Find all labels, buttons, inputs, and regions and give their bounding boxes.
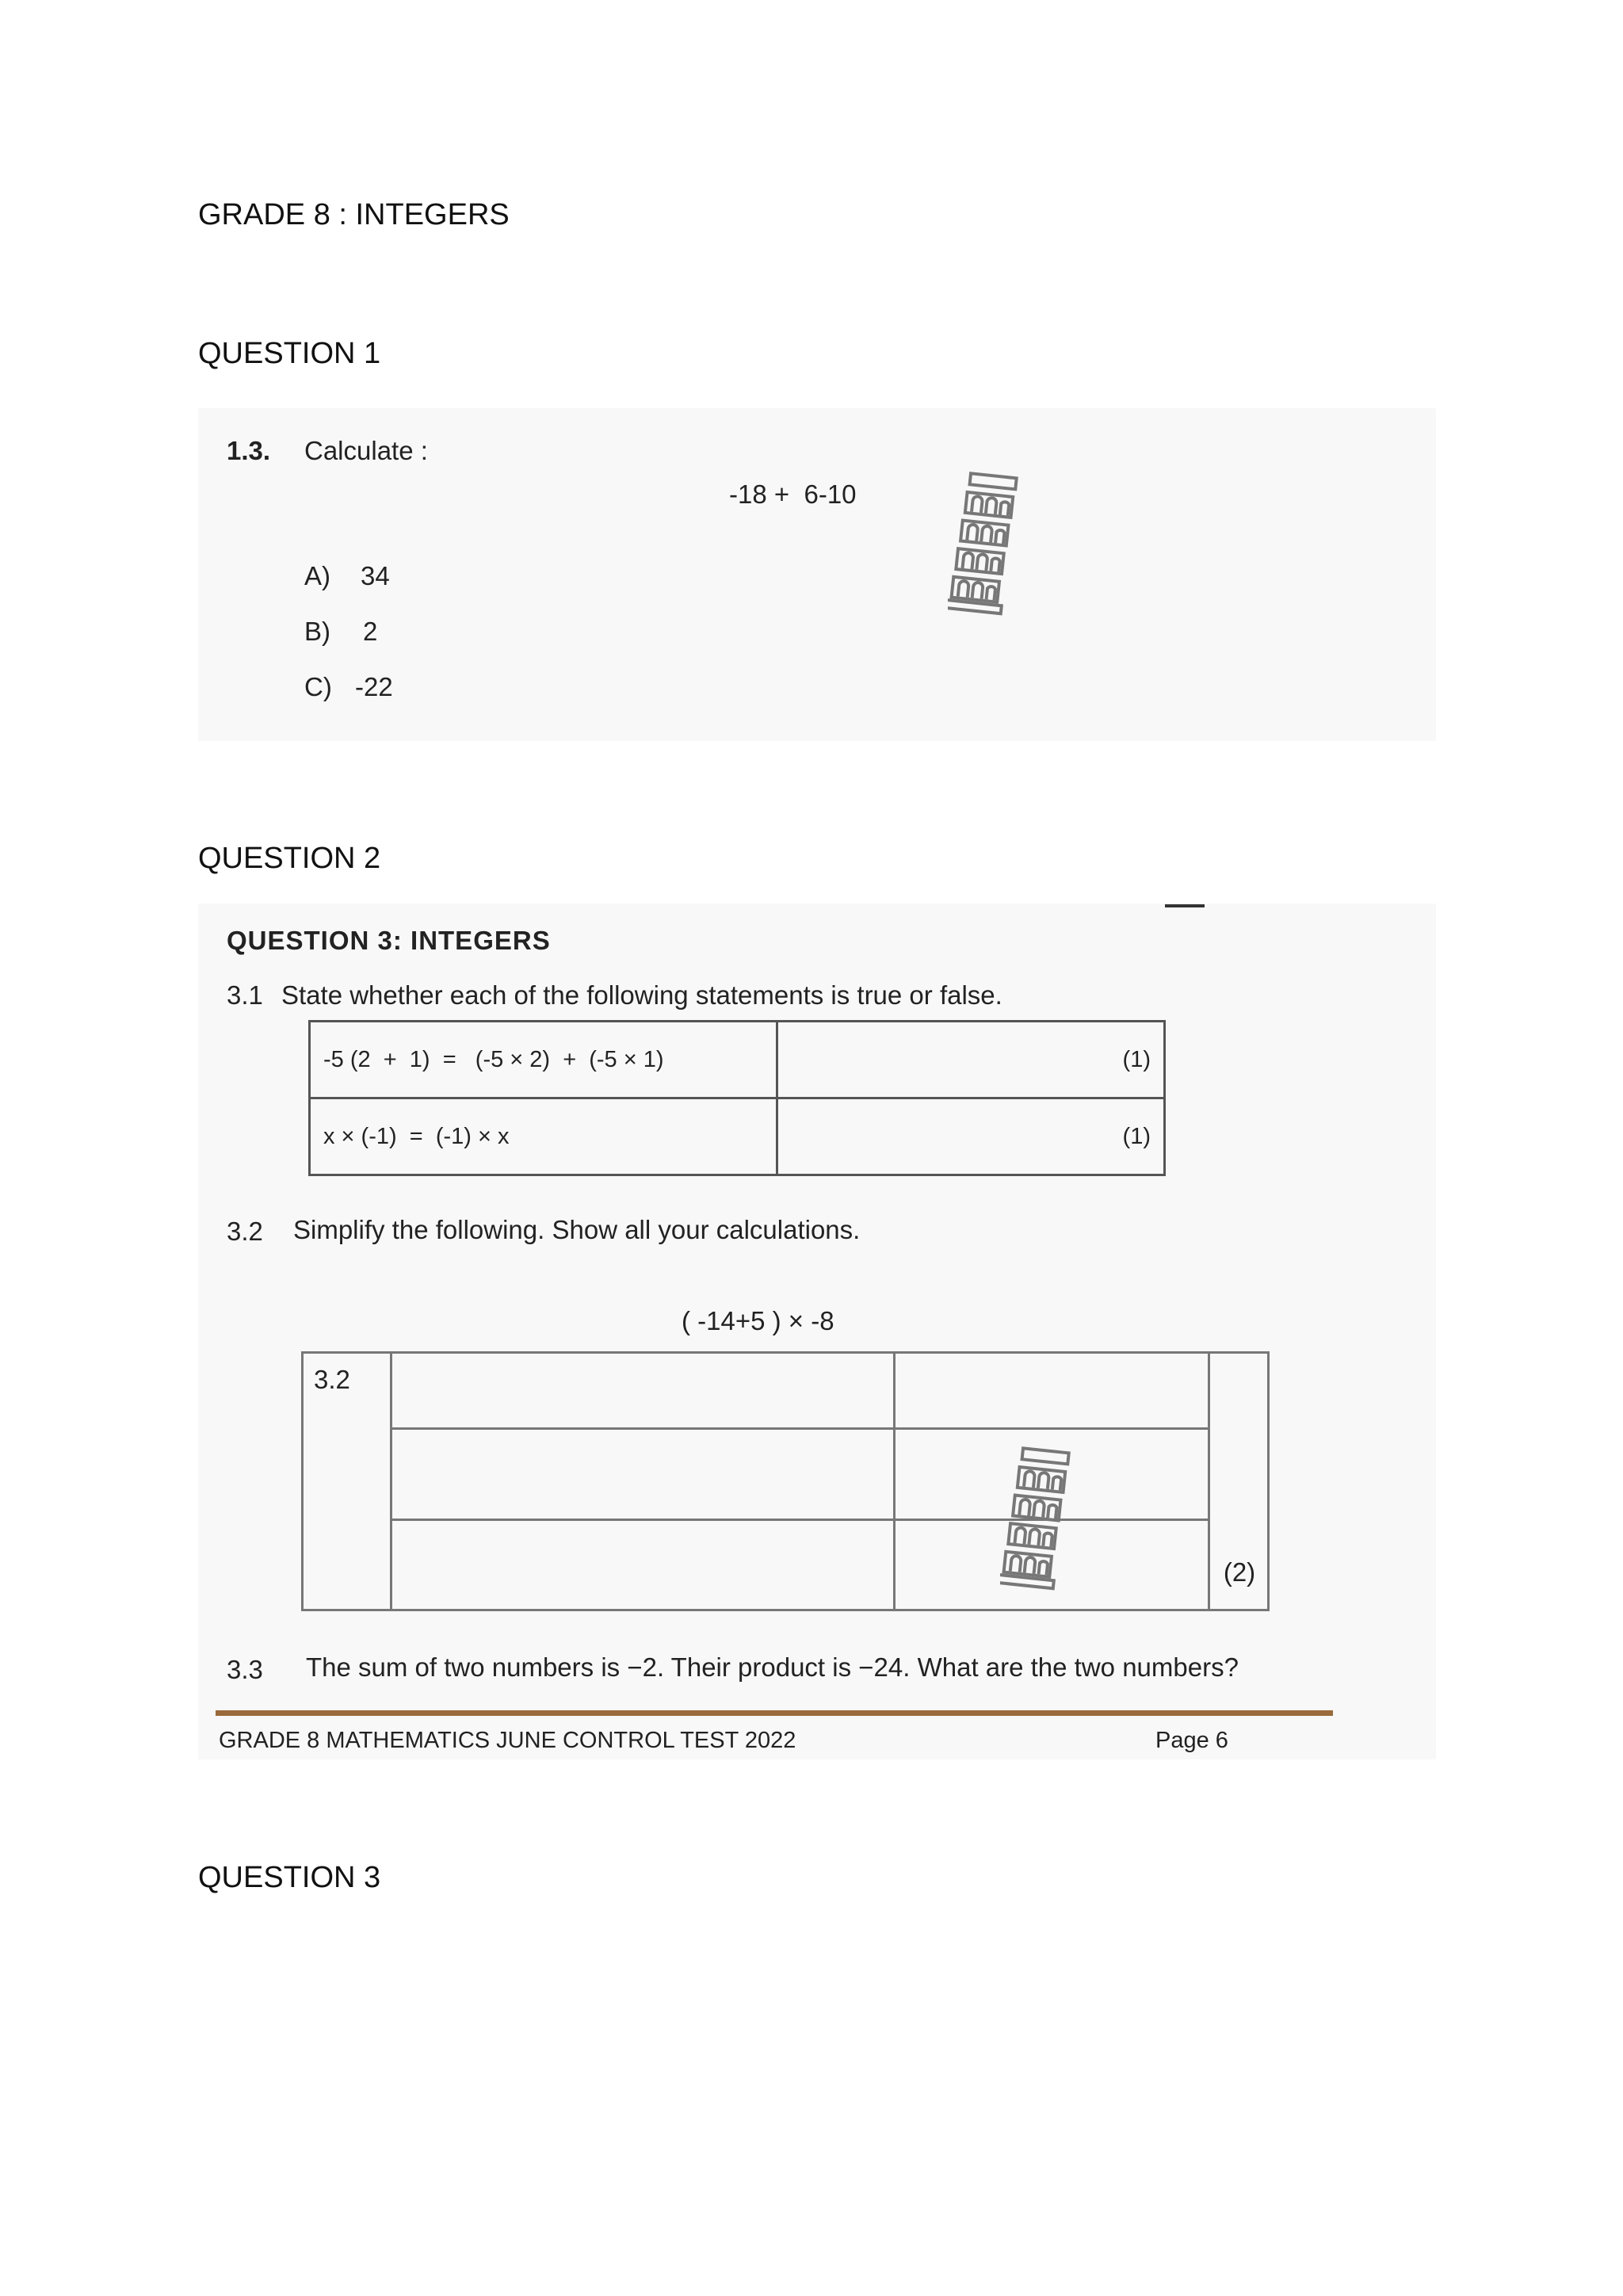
part-number-3-3: 3.3 (227, 1655, 263, 1684)
leaning-tower-icon (1000, 1442, 1079, 1593)
answer-cell[interactable] (777, 1098, 1165, 1175)
option-letter-a: A) (304, 561, 330, 590)
leaning-tower-icon (948, 468, 1027, 618)
footer-title: GRADE 8 MATHEMATICS JUNE CONTROL TEST 2022 (219, 1728, 796, 1753)
mark-label: (2) (1223, 1557, 1256, 1587)
part-3-1-text: State whether each of the following statements is true or false. (281, 980, 1002, 1010)
answer-box-outline (301, 1351, 1270, 1611)
mark-label: (1) (1122, 1046, 1151, 1072)
page-title: GRADE 8 : INTEGERS (198, 198, 510, 231)
statement-cell: x × (-1) = (-1) × x (310, 1098, 777, 1175)
option-value-c: -22 (355, 672, 393, 701)
question-number: 1.3. (227, 436, 271, 465)
question-1-panel (198, 408, 1436, 741)
option-letter-b: B) (304, 617, 330, 646)
question-heading-2: QUESTION 2 (198, 842, 381, 875)
statement-cell: -5 (2 + 1) = (-5 × 2) + (-5 × 1) (310, 1022, 777, 1098)
instruction-text: Calculate : (304, 436, 428, 465)
question-heading-1: QUESTION 1 (198, 337, 381, 370)
mark-label: (1) (1122, 1123, 1151, 1149)
table-row (310, 1022, 1165, 1098)
simplify-expression: ( -14+5 ) × -8 (682, 1306, 834, 1335)
true-false-table (308, 1020, 1166, 1176)
footer-page-number: Page 6 (1155, 1728, 1228, 1753)
part-3-3-text: The sum of two numbers is −2. Their product is −24. What are the two numbers? (306, 1652, 1239, 1682)
table-row (310, 1098, 1165, 1175)
cropped-edge-mark (1165, 904, 1205, 907)
expression: -18 + 6-10 (729, 479, 857, 509)
option-value-a: 34 (361, 561, 390, 590)
option-letter-c: C) (304, 672, 332, 701)
answer-line[interactable] (391, 1519, 1208, 1521)
section-title: QUESTION 3: INTEGERS (227, 926, 551, 955)
question-heading-3: QUESTION 3 (198, 1861, 381, 1894)
option-value-b: 2 (363, 617, 378, 646)
question-2-panel (198, 904, 1436, 1759)
box-label: 3.2 (314, 1365, 350, 1394)
part-number-3-2: 3.2 (227, 1217, 263, 1246)
answer-line[interactable] (391, 1427, 1208, 1430)
part-number-3-1: 3.1 (227, 980, 263, 1010)
answer-cell[interactable] (777, 1022, 1165, 1098)
part-3-2-text: Simplify the following. Show all your calculations. (293, 1215, 861, 1244)
footer-rule (216, 1710, 1333, 1716)
